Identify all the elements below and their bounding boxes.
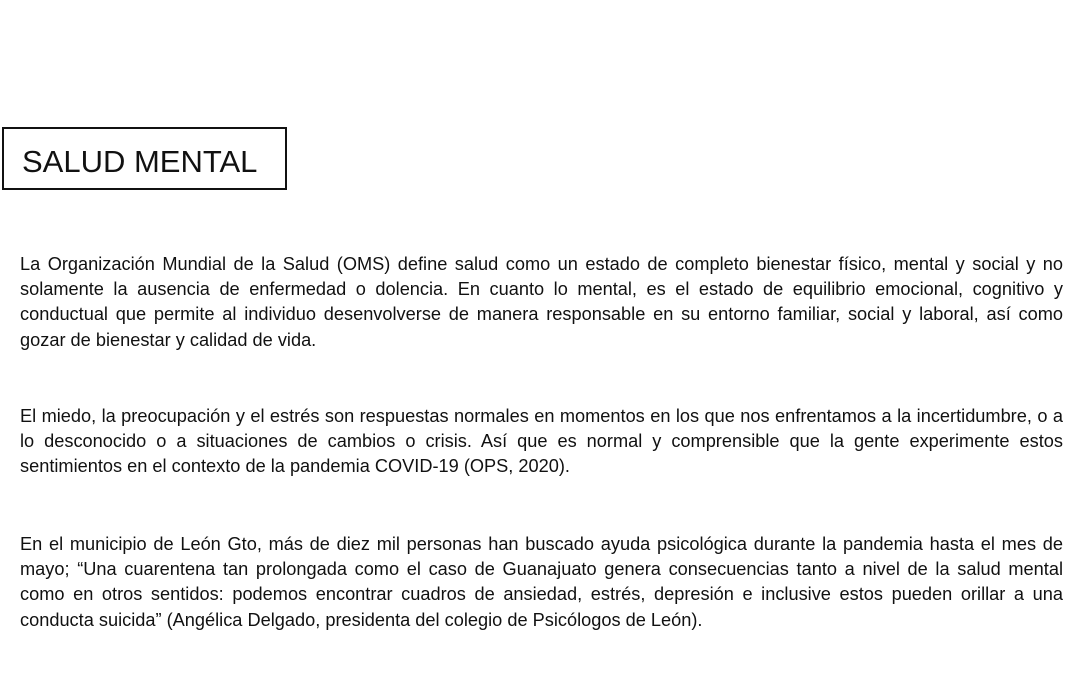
paragraph-oms-definition: La Organización Mundial de la Salud (OMS) define salud como un estado de completo bienestar físico, mental y social y no solamente la ausencia de enfermedad o dolencia. En cuanto lo mental, es el estado de equilibrio emocional, cognitivo y conductual que permite al individuo desenvolverse de manera responsable en su entorno familiar, social y laboral, así como gozar de bienestar y calidad de vida. <box>20 254 1063 350</box>
page-title: SALUD MENTAL <box>22 144 258 179</box>
paragraph-leon-quote: En el municipio de León Gto, más de diez mil personas han buscado ayuda psicológica durante la pandemia hasta el mes de mayo; “Una cuarentena tan prolongada como el caso de Guanajuato genera consecuencias tanto a nivel de la salud mental como en otros sentidos: podemos encontrar cuadros de ansiedad, estrés, depresión e inclusive estos pueden orillar a una conducta suicida” (Angélica Delgado, presidenta del colegio de Psicólogos de León). <box>20 534 1063 630</box>
paragraph-covid-emotions: El miedo, la preocupación y el estrés son respuestas normales en momentos en los que nos enfrentamos a la incertidumbre, o a lo desconocido o a situaciones de cambios o crisis. Así que es normal y comprensible que la gente experimente estos sentimientos en el contexto de la pandemia COVID-19 (OPS, 2020). <box>20 406 1063 477</box>
title-box <box>2 127 287 190</box>
